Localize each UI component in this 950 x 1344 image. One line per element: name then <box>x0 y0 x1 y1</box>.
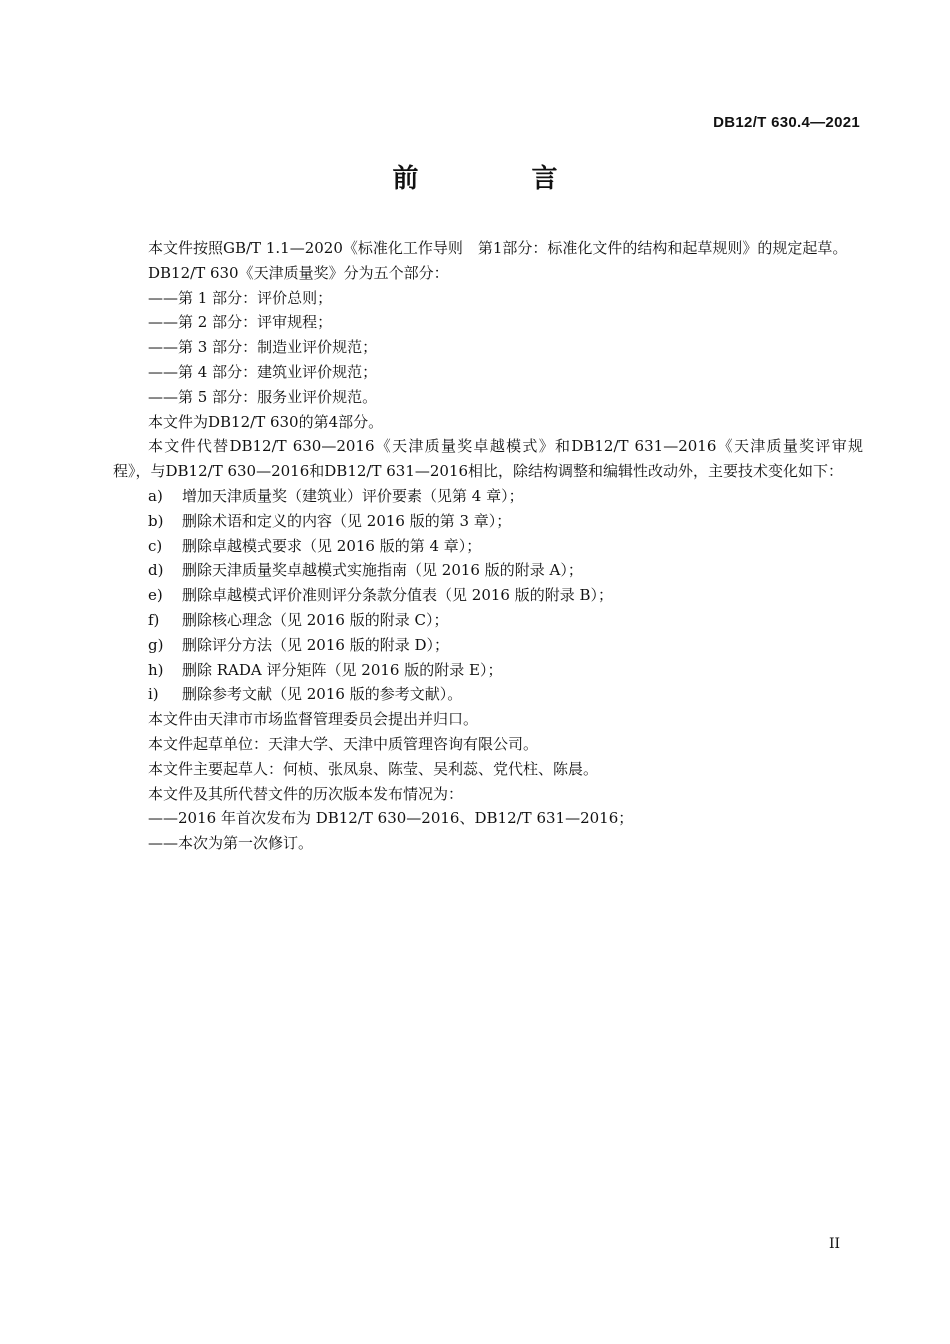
page-number: II <box>828 1236 840 1252</box>
list-item-change <box>113 608 863 633</box>
list-text: 删除术语和定义的内容（见 2016 版的第 3 章）； <box>182 511 512 530</box>
list-text: 删除核心理念（见 2016 版的附录 C）； <box>182 610 449 629</box>
paragraph-drafters: 本文件主要起草人：何桢、张凤泉、陈莹、吴利蕊、党代柱、陈晨。 <box>148 759 599 778</box>
list-marker: a) <box>148 486 163 505</box>
list-marker: g) <box>148 635 164 654</box>
list-item-change <box>113 658 863 683</box>
document-body <box>113 236 863 856</box>
paragraph-parts-intro: DB12/T 630《天津质量奖》分为五个部分： <box>148 263 449 282</box>
list-item-part: ——第 5 部分：服务业评价规范。 <box>148 387 378 406</box>
list-item-change <box>113 534 863 559</box>
paragraph-drafting-units: 本文件起草单位：天津大学、天津中质管理咨询有限公司。 <box>148 734 539 753</box>
list-marker: d) <box>148 561 164 580</box>
list-item-part: ——第 3 部分：制造业评价规范； <box>148 338 378 357</box>
list-item-part: ——第 2 部分：评审规程； <box>148 313 333 332</box>
list-text: 删除天津质量奖卓越模式实施指南（见 2016 版的附录 A）； <box>182 561 583 580</box>
list-item-history: ——本次为第一次修订。 <box>148 834 314 853</box>
paragraph-drafting-rules: 本文件按照GB/T 1.1—2020《标准化工作导则 第1部分：标准化文件的结构和起草规则》的规定起草。 <box>148 239 848 257</box>
paragraph-history-intro: 本文件及其所代替文件的历次版本发布情况为： <box>148 784 464 803</box>
paragraph-part-statement: 本文件为DB12/T 630的第4部分。 <box>148 412 384 431</box>
page-title: 前 言 <box>392 164 610 194</box>
list-marker: e) <box>148 586 163 605</box>
list-text: 删除卓越模式要求（见 2016 版的第 4 章）； <box>182 536 482 555</box>
list-marker: c) <box>148 536 163 555</box>
list-item-change <box>113 558 863 583</box>
list-marker: f) <box>148 610 160 629</box>
list-text: 删除评分方法（见 2016 版的附录 D）； <box>182 635 450 654</box>
list-item-history: ——2016 年首次发布为 DB12/T 630—2016、DB12/T 631—2016； <box>148 809 634 828</box>
list-marker: h) <box>148 660 164 679</box>
list-item-change <box>113 633 863 658</box>
list-marker: i) <box>148 685 159 704</box>
list-marker: b) <box>148 511 164 530</box>
list-item-part: ——第 4 部分：建筑业评价规范； <box>148 362 378 381</box>
list-text: 删除卓越模式评价准则评分条款分值表（见 2016 版的附录 B）； <box>182 586 614 605</box>
list-text: 删除 RADA 评分矩阵（见 2016 版的附录 E）； <box>182 660 503 679</box>
list-text: 增加天津质量奖（建筑业）评价要素（见第 4 章）； <box>182 486 524 505</box>
standard-code: DB12/T 630.4—2021 <box>713 114 860 131</box>
list-text: 删除参考文献（见 2016 版的参考文献）。 <box>182 685 463 704</box>
list-item-part: ——第 1 部分：评价总则； <box>148 288 333 307</box>
list-item-change <box>113 509 863 534</box>
list-item-change <box>113 484 863 509</box>
paragraph-replacement: 本文件代替DB12/T 630—2016《天津质量奖卓越模式》和DB12/T 631—2016《天津质量奖评审规程》，与DB12/T 630—2016和DB12/T 631—2016相比，除结构调整和编辑性改动外，主要技术变化如下： <box>113 437 863 481</box>
list-item-change <box>113 583 863 608</box>
list-item-change <box>113 682 863 707</box>
paragraph-proposer: 本文件由天津市市场监督管理委员会提出并归口。 <box>148 710 479 729</box>
